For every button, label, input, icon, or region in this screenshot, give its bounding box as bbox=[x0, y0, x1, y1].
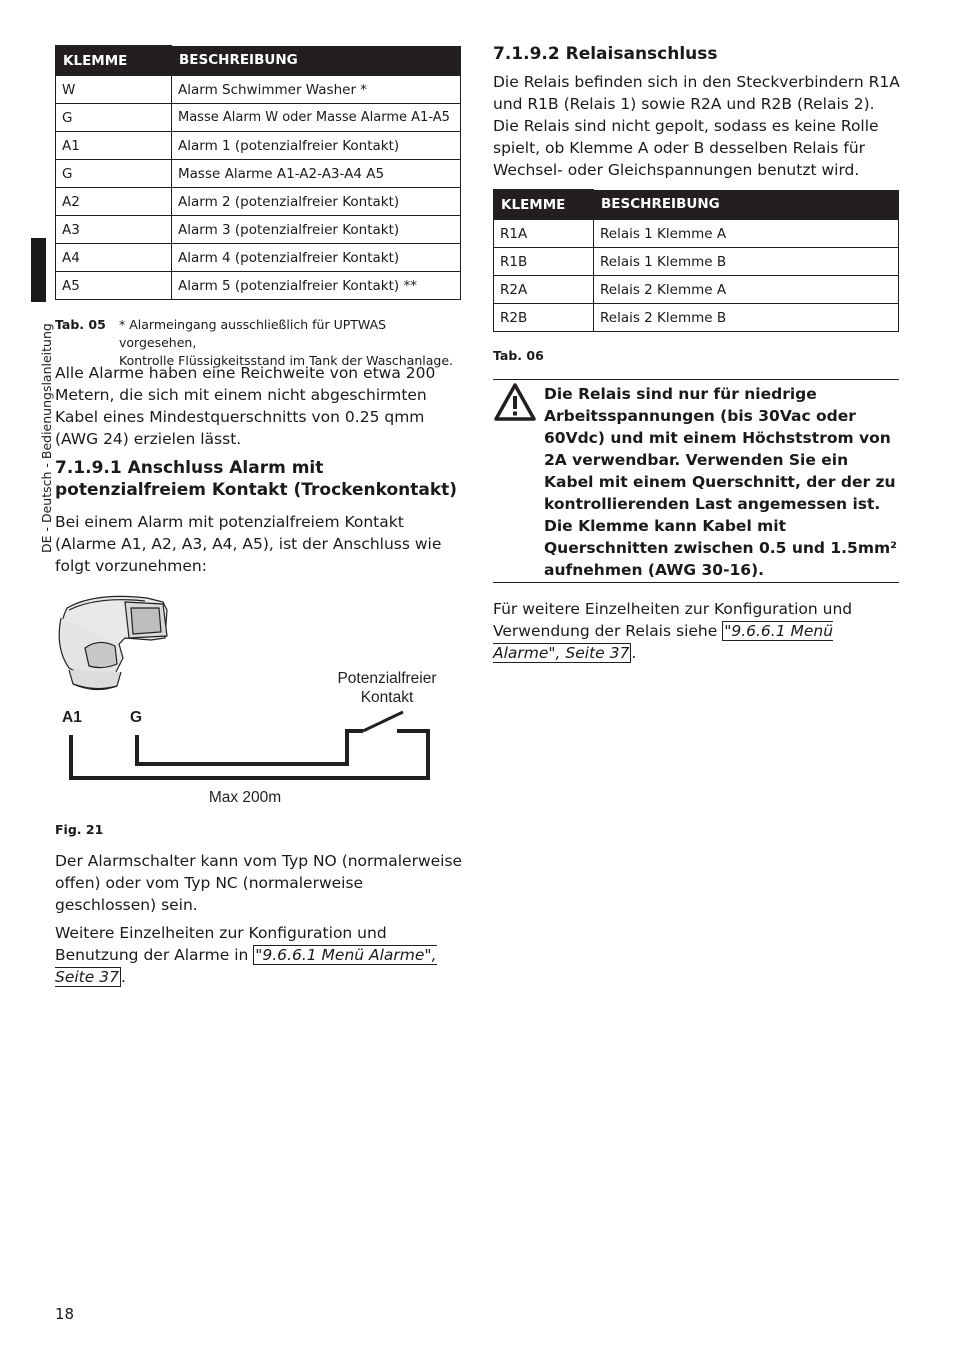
column-header: BESCHREIBUNG bbox=[594, 190, 899, 220]
terminal-table-tab05 bbox=[55, 45, 461, 300]
description-cell: Alarm 1 (potenzialfreier Kontakt) bbox=[172, 132, 461, 160]
contact-label: Potenzialfreier bbox=[337, 670, 437, 687]
paragraph-alarm-range: Alle Alarme haben eine Reichweite von etwa 200 Metern, die sich mit einem nicht abgeschirmten Kabel eines Mindestquerschnitts von 0.25 qmm (AWG 24) erzielen lässt. bbox=[55, 364, 436, 448]
table-row bbox=[56, 272, 461, 300]
paragraph-switch-type: Der Alarmschalter kann vom Typ NO (normalerweise offen) oder vom Typ NC (normalerweise geschlossen) sein. bbox=[55, 852, 463, 914]
paragraph-relay-intro: Die Relais befinden sich in den Steckverbindern R1A und R1B (Relais 1) sowie R2A und R2B (Relais 2). Die Relais sind nicht gepolt, sodass es keine Rolle spielt, ob Klemme A oder B desselben Relais für Wechsel- oder Gleichspannungen benutzt wird. bbox=[493, 73, 900, 179]
terminal-cell: A1 bbox=[56, 132, 172, 160]
cross-reference-link[interactable]: "9.6.6.1 Menü Alarme", Seite 37 bbox=[493, 622, 834, 662]
page-number: 18 bbox=[55, 1305, 75, 1323]
paragraph-alarm-config bbox=[55, 922, 467, 988]
figure-caption: Fig. 21 bbox=[55, 822, 104, 837]
table-row bbox=[56, 216, 461, 244]
warning-box bbox=[493, 379, 899, 583]
distance-label: Max 200m bbox=[208, 789, 282, 806]
warning-text: Die Relais sind nur für niedrige Arbeitsspannungen (bis 30Vac oder 60Vdc) und mit einem Höchststrom von 2A verwendbar. Verwenden Sie ein Kabel mit einem Querschnitt, der der zu kontrollierenden Last angemessen ist. Die Klemme kann Kabel mit Querschnitten zwischen 0.5 und 1.5mm² aufnehmen (AWG 30-16). bbox=[544, 385, 897, 579]
table-row bbox=[494, 248, 899, 276]
table-row bbox=[56, 132, 461, 160]
table-row bbox=[494, 304, 899, 332]
camera-illustration bbox=[59, 596, 167, 689]
table-row bbox=[494, 276, 899, 304]
terminal-cell: A3 bbox=[56, 216, 172, 244]
terminal-label-g: G bbox=[130, 709, 143, 726]
description-cell: Alarm 2 (potenzialfreier Kontakt) bbox=[172, 188, 461, 216]
paragraph-text: Weitere Einzelheiten zur Konfiguration und Benutzung der Alarme in bbox=[55, 924, 387, 964]
table-caption: Tab. 05 bbox=[55, 317, 106, 332]
table-row bbox=[56, 188, 461, 216]
description-cell: Relais 1 Klemme B bbox=[594, 248, 899, 276]
description-cell: Masse Alarm W oder Masse Alarme A1-A5 bbox=[172, 104, 461, 132]
section-heading-relay: 7.1.9.2 Relaisanschluss bbox=[493, 44, 718, 64]
paragraph-text: Für weitere Einzelheiten zur Konfiguration und Verwendung der Relais siehe bbox=[493, 600, 853, 640]
column-header: KLEMME bbox=[56, 46, 172, 76]
description-cell: Relais 1 Klemme A bbox=[594, 220, 899, 248]
terminal-cell: G bbox=[56, 160, 172, 188]
table-row bbox=[494, 220, 899, 248]
description-cell: Relais 2 Klemme B bbox=[594, 304, 899, 332]
contact-label: Kontakt bbox=[360, 689, 414, 706]
terminal-cell: A2 bbox=[56, 188, 172, 216]
warning-triangle-icon bbox=[493, 382, 537, 422]
table-row bbox=[56, 104, 461, 132]
paragraph-text: . bbox=[631, 644, 637, 662]
terminal-cell: A5 bbox=[56, 272, 172, 300]
column-header: BESCHREIBUNG bbox=[172, 46, 461, 76]
table-row bbox=[56, 160, 461, 188]
cross-reference-link[interactable]: "9.6.6.1 Menü Alarme", Seite 37 bbox=[55, 946, 437, 986]
description-cell: Alarm Schwimmer Washer * bbox=[172, 76, 461, 104]
paragraph-connection-intro: Bei einem Alarm mit potenzialfreiem Kontakt (Alarme A1, A2, A3, A4, A5), ist der Anschluss wie folgt vorzunehmen: bbox=[55, 513, 442, 575]
table-header-row bbox=[494, 190, 899, 220]
terminal-cell: R2B bbox=[494, 304, 594, 332]
wire-loop bbox=[71, 712, 428, 778]
description-cell: Alarm 4 (potenzialfreier Kontakt) bbox=[172, 244, 461, 272]
description-cell: Alarm 5 (potenzialfreier Kontakt) ** bbox=[172, 272, 461, 300]
heading-line: potenzialfreiem Kontakt (Trockenkontakt) bbox=[55, 480, 458, 500]
heading-line: 7.1.9.1 Anschluss Alarm mit bbox=[55, 458, 324, 478]
table-row bbox=[56, 244, 461, 272]
section-heading-dry-contact bbox=[55, 457, 465, 501]
paragraph-relay-config bbox=[493, 598, 903, 664]
terminal-cell: R2A bbox=[494, 276, 594, 304]
table-row bbox=[56, 76, 461, 104]
terminal-label-a1: A1 bbox=[62, 709, 82, 726]
description-cell: Relais 2 Klemme A bbox=[594, 276, 899, 304]
description-cell: Alarm 3 (potenzialfreier Kontakt) bbox=[172, 216, 461, 244]
sidebar-marker bbox=[31, 238, 46, 302]
terminal-cell: G bbox=[56, 104, 172, 132]
footnote-line: Kontrolle Flüssigkeitsstand im Tank der Waschanlage. bbox=[119, 353, 454, 368]
footnote-line: * Alarmeingang ausschließlich für UPTWAS vorgesehen, bbox=[119, 317, 387, 350]
table-caption: Tab. 06 bbox=[493, 348, 544, 363]
description-cell: Masse Alarme A1-A2-A3-A4 A5 bbox=[172, 160, 461, 188]
connection-diagram bbox=[55, 588, 455, 808]
terminal-cell: R1A bbox=[494, 220, 594, 248]
terminal-cell: A4 bbox=[56, 244, 172, 272]
wiring-diagram-svg bbox=[55, 588, 455, 808]
sidebar-label: DE - Deutsch - Bedienungslanleitung bbox=[39, 323, 54, 553]
table-header-row bbox=[56, 46, 461, 76]
terminal-cell: R1B bbox=[494, 248, 594, 276]
terminal-cell: W bbox=[56, 76, 172, 104]
relay-table-tab06 bbox=[493, 189, 899, 332]
paragraph-text: . bbox=[120, 968, 126, 986]
column-header: KLEMME bbox=[494, 190, 594, 220]
